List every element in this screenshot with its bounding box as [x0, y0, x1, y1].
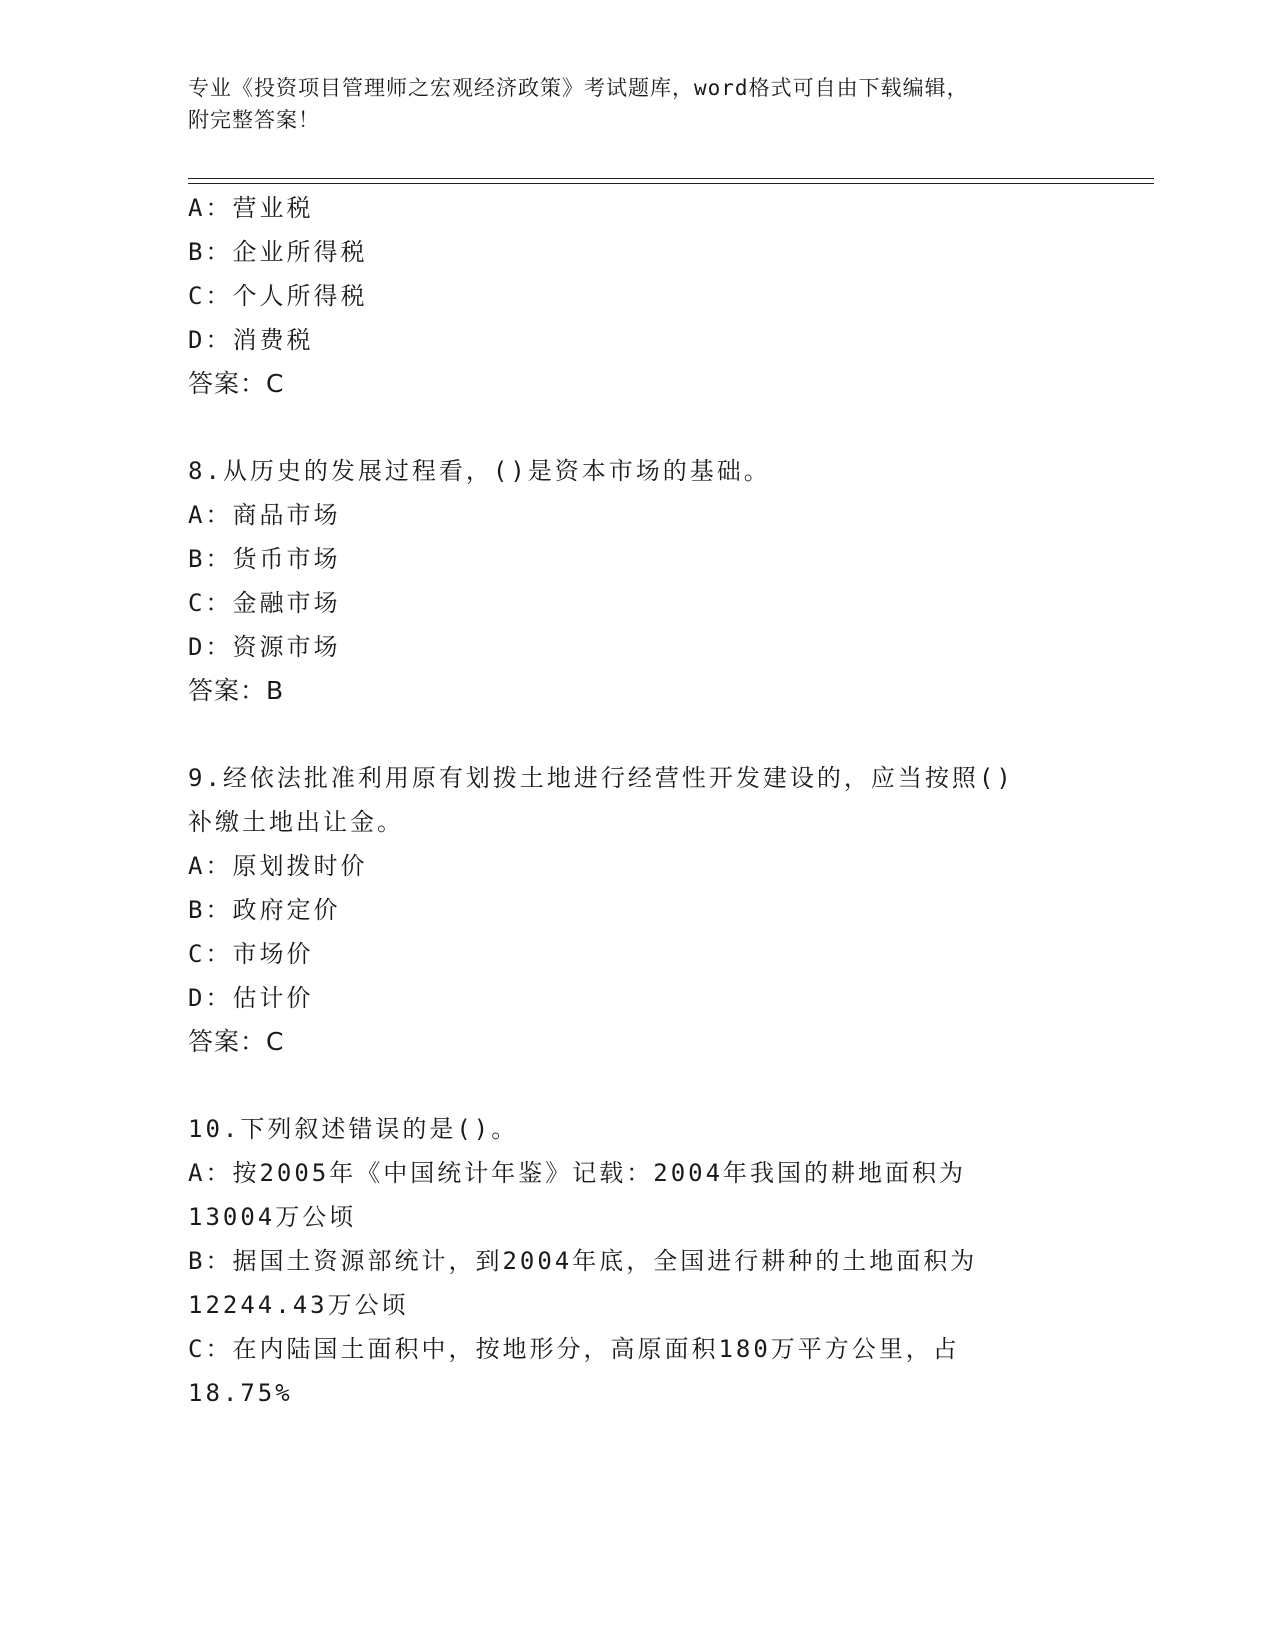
header-line-2: 附完整答案！ [188, 108, 320, 132]
header-divider-top [188, 178, 1154, 179]
q7-option-a: A：营业税 [188, 194, 314, 222]
q8-answer: 答案：B [188, 676, 285, 705]
q9-option-c: C：市场价 [188, 940, 314, 968]
q10-option-c-line-1: C：在内陆国土面积中，按地形分，高原面积180万平方公里，占 [188, 1335, 960, 1363]
q8-option-b: B：货币市场 [188, 545, 341, 573]
q10-option-b-line-1: B：据国土资源部统计，到2004年底，全国进行耕种的土地面积为 [188, 1247, 978, 1275]
q7-option-d: D：消费税 [188, 326, 314, 354]
q8-option-d: D：资源市场 [188, 633, 341, 661]
q10-option-a-line-1: A：按2005年《中国统计年鉴》记载：2004年我国的耕地面积为 [188, 1159, 967, 1187]
document-header [188, 72, 1068, 136]
q10-option-c-line-2: 18.75% [188, 1379, 293, 1407]
header-divider-bottom [188, 183, 1154, 184]
q9-option-d: D：估计价 [188, 984, 314, 1012]
q7-answer: 答案：C [188, 369, 285, 398]
q8-option-a: A：商品市场 [188, 501, 341, 529]
q7-option-b: B：企业所得税 [188, 238, 368, 266]
q10-option-b-line-2: 12244.43万公顷 [188, 1291, 409, 1319]
q7-option-c: C：个人所得税 [188, 282, 368, 310]
q9-question-line-1: 9.经依法批准利用原有划拨土地进行经营性开发建设的，应当按照() [188, 764, 1014, 792]
q10-question: 10.下列叙述错误的是()。 [188, 1115, 519, 1143]
q10-option-a-line-2: 13004万公顷 [188, 1203, 357, 1231]
q9-option-b: B：政府定价 [188, 896, 341, 924]
header-line-1: 专业《投资项目管理师之宏观经济政策》考试题库，word格式可自由下载编辑， [188, 76, 969, 100]
q9-answer: 答案：C [188, 1027, 285, 1056]
q9-question-line-2: 补缴土地出让金。 [188, 808, 404, 836]
q8-question: 8.从历史的发展过程看，()是资本市场的基础。 [188, 457, 771, 485]
q8-option-c: C：金融市场 [188, 589, 341, 617]
q9-option-a: A：原划拨时价 [188, 852, 368, 880]
